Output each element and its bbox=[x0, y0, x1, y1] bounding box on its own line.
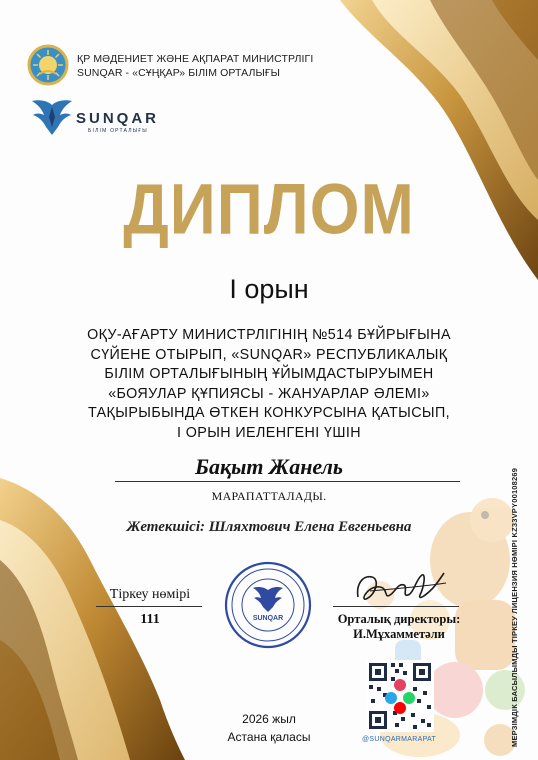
diploma-title: ДИПЛОМ bbox=[123, 168, 415, 250]
stamp-label: SUNQAR bbox=[252, 615, 284, 622]
stamp-seal-icon bbox=[223, 560, 313, 650]
logo-subtitle: БІЛІМ ОРТАЛЫҒЫ bbox=[88, 128, 148, 134]
registration-label: Тіркеу нөмірі bbox=[109, 587, 191, 602]
body-line: «БОЯУЛАР ҚҰПИЯСЫ - ЖАНУАРЛАР ӘЛЕМІ» bbox=[108, 385, 430, 402]
registration-divider bbox=[96, 606, 202, 607]
license-text: МЕРЗІМДІК БАСЫЛЫМДЫ ТІРКЕУ ЛИЦЕНЗИЯ НӨМІРІ KZ33VPY00108269 bbox=[510, 467, 519, 747]
body-line: ОҚУ-АҒАРТУ МИНИСТРЛІГІНІҢ №514 БҰЙРЫҒЫНА bbox=[87, 327, 451, 343]
ministry-line1: ҚР МӘДЕНИЕТ ЖӘНЕ АҚПАРАТ МИНИСТРЛІГІ bbox=[77, 53, 314, 65]
footer-date bbox=[0, 710, 538, 746]
ministry-header bbox=[77, 52, 313, 80]
emblem-icon bbox=[27, 44, 69, 86]
body-line: СҮЙЕНЕ ОТЫРЫП, «SUNQAR» РЕСПУБЛИКАЛЫҚ bbox=[90, 346, 448, 363]
award-text: МАРАПАТТАЛАДЫ. bbox=[211, 489, 327, 503]
signature-image bbox=[350, 565, 450, 610]
place-heading: I орын bbox=[229, 274, 309, 304]
falcon-logo-icon bbox=[30, 97, 74, 139]
ministry-line2: SUNQAR - «СҰҢҚАР» БІЛІМ ОРТАЛЫҒЫ bbox=[77, 67, 281, 79]
body-line: ТАҚЫРЫБЫНДА ӨТКЕН КОНКУРСЫНА ҚАТЫСЫП, bbox=[87, 405, 451, 421]
registration-number: 111 bbox=[140, 612, 160, 627]
social-handle: @SUNQARMARAPAT bbox=[362, 736, 437, 743]
footer-year: 2026 жыл bbox=[242, 712, 296, 726]
footer-city: Астана қаласы bbox=[227, 730, 311, 744]
director-title: Орталық директоры: bbox=[337, 612, 461, 626]
license-note bbox=[510, 467, 524, 747]
leader-name: Жетекшісі: Шляхтович Елена Евгеньевна bbox=[126, 519, 412, 535]
logo-wordmark: SUNQAR bbox=[76, 110, 160, 127]
body-line: I ОРЫН ИЕЛЕНГЕНІ ҮШІН bbox=[177, 424, 361, 441]
body-line: БІЛІМ ОРТАЛЫҒЫНЫҢ ҰЙЫМДАСТЫРУЫМЕН bbox=[104, 366, 434, 382]
diploma-body bbox=[40, 326, 498, 443]
director-signature-line bbox=[333, 606, 459, 607]
winner-name: Бақыт Жанель bbox=[195, 454, 343, 479]
winner-underline bbox=[115, 481, 460, 482]
director-name: И.Мұхамметәли bbox=[353, 627, 445, 641]
director-block bbox=[329, 612, 469, 642]
